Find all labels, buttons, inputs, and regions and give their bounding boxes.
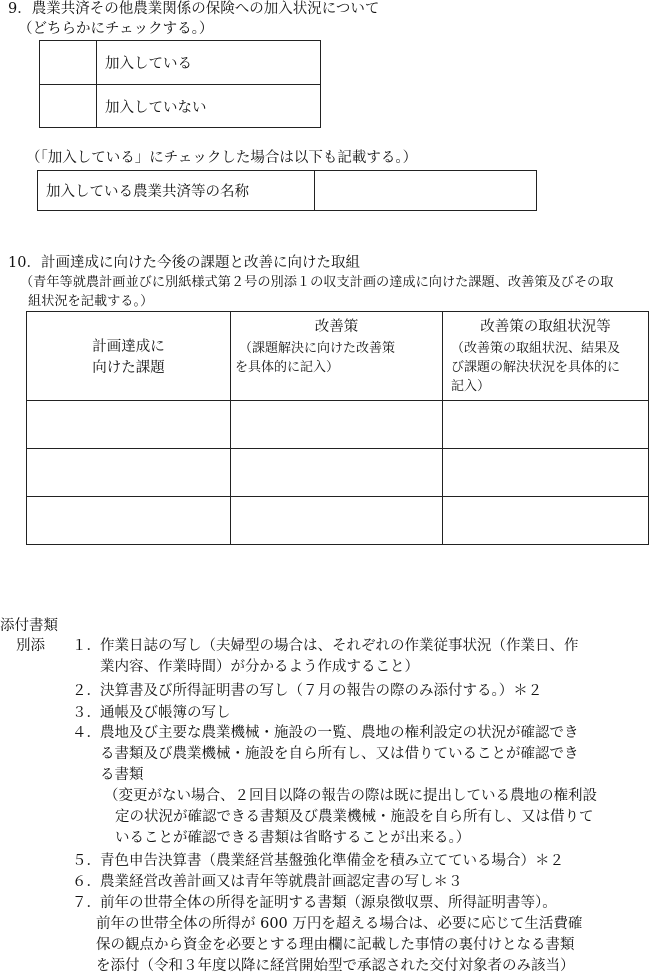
header-status-sub3: 記入） bbox=[451, 378, 491, 394]
header-measures-sub1: （課題解決に向けた改善策 bbox=[239, 341, 396, 356]
item4-line2: る書類及び農業機械・施設を自ら所有し、又は借りていることが確認でき bbox=[100, 746, 579, 762]
section10-title: 10．計画達成に向けた今後の課題と改善に向けた取組 bbox=[8, 255, 360, 271]
checkbox-not-joined[interactable] bbox=[40, 85, 97, 128]
section9-title: 9．農業共済その他農業関係の保険への加入状況について bbox=[8, 1, 380, 17]
item2-number: ２． bbox=[72, 683, 101, 699]
item5-line1: 青色申告決算書（農業経営基盤強化準備金を積み立てている場合）＊２ bbox=[100, 853, 564, 869]
item7-line3: 保の観点から資金を必要とする理由欄に記載した事情の裏付けとなる書類 bbox=[96, 937, 575, 953]
row2-status[interactable] bbox=[443, 448, 649, 496]
attachments-heading: 添付書類 bbox=[0, 618, 58, 634]
item4-number: ４． bbox=[72, 725, 101, 741]
header-issues-line1: 計画達成に bbox=[92, 338, 165, 355]
section9-note: （「加入している」にチェックした場合は以下も記載する。） bbox=[26, 150, 418, 166]
header-status-sub1: （改善策の取組状況、結果及 bbox=[451, 341, 621, 356]
header-status-title: 改善策の取組状況等 bbox=[480, 319, 611, 335]
row1-measure[interactable] bbox=[231, 400, 443, 448]
item4-line3: る書類 bbox=[100, 767, 144, 783]
insurance-name-label: 加入している農業共済等の名称 bbox=[38, 171, 315, 211]
item2-line1: 決算書及び所得証明書の写し（７月の報告の際のみ添付する。）＊２ bbox=[100, 683, 543, 699]
item3-line1: 通帳及び帳簿の写し bbox=[100, 705, 231, 721]
row3-status[interactable] bbox=[443, 496, 649, 544]
header-measures-title: 改善策 bbox=[314, 319, 359, 335]
item3-number: ３． bbox=[72, 705, 101, 721]
item5-number: ５． bbox=[72, 853, 101, 869]
row1-status[interactable] bbox=[443, 400, 649, 448]
header-status-sub2: び課題の解決状況を具体的に bbox=[451, 359, 621, 375]
option-joined-label: 加入している bbox=[97, 41, 321, 85]
checkbox-joined[interactable] bbox=[40, 41, 97, 85]
improvement-table bbox=[26, 311, 649, 545]
attachments-label: 別添 bbox=[16, 638, 45, 654]
item6-line1: 農業経営改善計画又は青年等就農計画認定書の写し＊３ bbox=[100, 874, 463, 890]
insurance-name-field[interactable] bbox=[315, 171, 537, 211]
section10-note-line2: 組状況を記載する。） bbox=[28, 294, 154, 309]
insurance-checkbox-table bbox=[39, 40, 321, 128]
item6-number: ６． bbox=[72, 874, 101, 890]
header-issues-line2: 向けた課題 bbox=[92, 359, 165, 376]
section9-instruction: （どちらかにチェックする。） bbox=[18, 21, 214, 37]
item7-line4: を添付（令和３年度以降に経営開始型で承認された交付対象者のみ該当） bbox=[96, 958, 575, 974]
item4-line4: （変更がない場合、２回目以降の報告の際は既に提出している農地の権利設 bbox=[104, 788, 597, 804]
item1-line2: 業内容、作業時間）が分かるよう作成すること） bbox=[100, 659, 419, 675]
item7-line2: 前年の世帯全体の所得が 600 万円を超える場合は、必要に応じて生活費確 bbox=[96, 916, 583, 932]
row3-measure[interactable] bbox=[231, 496, 443, 544]
header-measures-sub2: を具体的に記入） bbox=[235, 359, 340, 375]
header-issues bbox=[27, 312, 231, 401]
item4-line6: いることが確認できる書類は省略することが出来る。） bbox=[115, 830, 471, 846]
item7-number: ７． bbox=[72, 895, 101, 911]
row3-issue[interactable] bbox=[27, 496, 231, 544]
header-status bbox=[443, 312, 649, 401]
option-not-joined-label: 加入していない bbox=[97, 85, 321, 128]
item1-line1: 作業日誌の写し（夫婦型の場合は、それぞれの作業従事状況（作業日、作 bbox=[100, 638, 579, 654]
item4-line5: 定の状況が確認できる書類及び農業機械・施設を自ら所有し、又は借りて bbox=[115, 809, 594, 825]
item1-number: １． bbox=[72, 638, 101, 654]
insurance-name-table bbox=[37, 170, 537, 211]
row2-issue[interactable] bbox=[27, 448, 231, 496]
section10-note-line1: （青年等就農計画並びに別紙様式第２号の別添１の収支計画の達成に向けた課題、改善策及びその取 bbox=[20, 275, 614, 290]
row1-issue[interactable] bbox=[27, 400, 231, 448]
item7-line1: 前年の世帯全体の所得を証明する書類（源泉徴収票、所得証明書等）。 bbox=[100, 895, 557, 911]
header-measures bbox=[231, 312, 443, 401]
item4-line1: 農地及び主要な農業機械・施設の一覧、農地の権利設定の状況が確認でき bbox=[100, 725, 579, 741]
row2-measure[interactable] bbox=[231, 448, 443, 496]
